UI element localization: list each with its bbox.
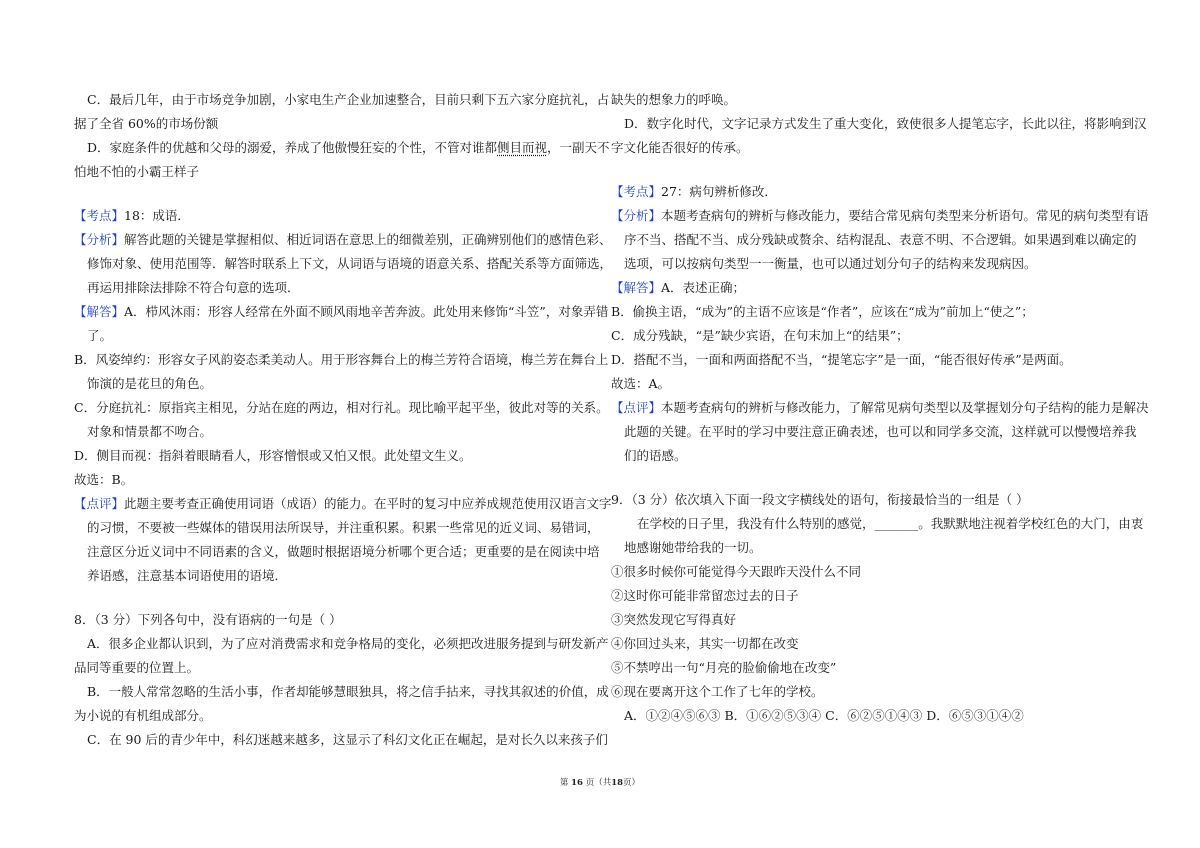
fenxi-tag: 【分析】: [611, 208, 662, 223]
footer-suffix: 页）: [623, 778, 641, 788]
fenxi-line-2: 序不当、搭配不当、成分残缺或赘余、结构混乱、表意不明、不合逻辑。如果遇到难以确定的: [624, 232, 1137, 247]
left-column: [74, 88, 613, 752]
footer-prefix: 第: [559, 778, 569, 788]
dianping-line-1: [74, 492, 612, 516]
q8-option-d-line-2: 字文化能否很好的传承。: [611, 140, 749, 155]
answer-line: 故选：A。: [611, 376, 671, 391]
footer-page-number: 16: [571, 778, 583, 788]
dianping-tag: 【点评】: [74, 496, 125, 511]
q7-option-d-pre: D．家庭条件的优越和父母的溺爱，养成了他傲慢狂妄的个性，不管对谁都: [87, 140, 498, 155]
q9-passage-line-1: 在学校的日子里，我没有什么特别的感觉，_______。我默默地注视着学校红色的大门，由衷: [637, 516, 1144, 531]
q9-item-3: ③突然发现它写得真好: [611, 612, 737, 627]
kaodian-line: [74, 204, 592, 228]
dianping-line-3: 们的语感。: [624, 448, 687, 463]
kaodian-tag: 【考点】: [611, 184, 662, 199]
dianping-line-2: 此题的关键。在平时的学习中要注意正确表述，也可以和同学多交流，这样就可以慢慢培养我: [624, 424, 1137, 439]
explain-c-line-2: 对象和情景都不吻合。: [87, 424, 213, 439]
right-column: [611, 88, 1149, 728]
fenxi-line-3: 再运用排除法排除不符合句意的选项．: [87, 280, 300, 295]
answer-line: 故选：B。: [74, 472, 134, 487]
dianping-line-4: 养语感，注意基本词语使用的语境．: [87, 568, 288, 583]
jieda-line: [611, 276, 1131, 300]
footer-middle: 页（共: [585, 778, 612, 788]
explain-c-line-1: C．分庭抗礼：原指宾主相见，分站在庭的两边，相对行礼。现比喻平起平坐，彼此对等的关系。: [74, 400, 609, 415]
q8-option-d-line-1: D．数字化时代，文字记录方式发生了重大变化，致使很多人提笔忘字，长此以往，将影响到汉: [624, 116, 1147, 131]
kaodian-text: 27：病句辨析修改．: [661, 184, 777, 199]
jieda-line-2: 了。: [87, 328, 113, 343]
explain-b-line-2: 饰演的是花旦的角色。: [87, 376, 213, 391]
q7-option-d-line-1: [74, 136, 610, 160]
q9-passage-line-2: 地感谢她带给我的一切。: [624, 540, 762, 555]
fenxi-text-1: 本题考查病句的辨析与修改能力，要结合常见病句类型来分析语句。常见的病句类型有语: [661, 208, 1149, 223]
q9-options: A．①②④⑤⑥③ B．①⑥②⑤③④ C．⑥②⑤①④③ D．⑥⑤③①④②: [624, 708, 1024, 723]
dianping-line-2: 的习惯，不要被一些媒体的错误用法所误导，并注重积累。积累一些常见的近义词、易错词，: [87, 520, 600, 535]
fenxi-tag: 【分析】: [74, 232, 125, 247]
q7-option-d-emphasis: 侧目而视: [497, 140, 548, 155]
fenxi-line-1: [74, 228, 612, 252]
q8-option-c-line-1: C．在 90 后的青少年中，科幻迷越来越多，这显示了科幻文化正在崛起，是对长久以来孩子们: [87, 732, 608, 747]
fenxi-line-3: 选项，可以按病句类型一一衡量，也可以通过划分句子的结构来发现病因。: [624, 256, 1037, 271]
q9-item-5: ⑤不禁哼出一句“月亮的脸偷偷地在改变”: [611, 660, 837, 675]
footer-total-pages: 18: [611, 778, 624, 788]
q7-option-d-line-2: 怕地不怕的小霸王样子: [74, 164, 200, 179]
q8-option-b-line-2: 为小说的有机组成部分。: [74, 708, 212, 723]
q7-option-c-line-2: 据了全省 60%的市场份额: [74, 116, 219, 131]
dianping-text-1: 此题主要考查正确使用词语（成语）的能力。在平时的复习中应养成规范使用汉语言文字: [124, 496, 612, 511]
dianping-tag: 【点评】: [611, 400, 662, 415]
q8-option-a-line-2: 品同等重要的位置上。: [74, 660, 200, 675]
fenxi-line-1: [611, 204, 1149, 228]
q9-item-2: ②这时你可能非常留恋过去的日子: [611, 588, 799, 603]
jieda-tag: 【解答】: [74, 304, 125, 319]
q7-option-d-post: ，一副天不: [547, 140, 610, 155]
q9-item-1: ①很多时候你可能觉得今天跟昨天没什么不同: [611, 564, 862, 579]
jieda-text: A．表述正确；: [661, 280, 746, 295]
q8-option-a-line-1: A．很多企业都认识到，为了应对消费需求和竞争格局的变化，必须把改进服务提到与研发新产: [87, 636, 609, 651]
fenxi-text-1: 解答此题的关键是掌握相似、相近词语在意思上的细微差别，正确辨别他们的感情色彩、: [124, 232, 612, 247]
q9-item-6: ⑥现在要离开这个工作了七年的学校。: [611, 684, 824, 699]
jieda-text-1: A．栉风沐雨：形容人经常在外面不顾风雨地辛苦奔波。此处用来修饰“斗笠”，对象弄错: [124, 304, 609, 319]
kaodian-text: 18：成语．: [124, 208, 190, 223]
kaodian-line: [611, 180, 1131, 204]
q8-option-c-line-2: 缺失的想象力的呼唤。: [611, 92, 737, 107]
explain-c-line: C．成分残缺，“是”缺少宾语，在句末加上“的结果”；: [611, 328, 909, 343]
q9-stem: 9．（3 分）依次填入下面一段文字横线处的语句，衔接最恰当的一组是（ ）: [611, 492, 1029, 507]
explain-d-line: D．侧目而视：指斜着眼睛看人，形容憎恨或又怕又恨。此处望文生义。: [74, 448, 472, 463]
jieda-line-1: [74, 300, 609, 324]
dianping-text-1: 本题考查病句的辨析与修改能力，了解常见病句类型以及掌握划分句子结构的能力是解决: [661, 400, 1149, 415]
q7-option-c-line-1: C．最后几年，由于市场竞争加剧，小家电生产企业加速整合，目前只剩下五六家分庭抗礼，占: [87, 92, 610, 107]
kaodian-tag: 【考点】: [74, 208, 125, 223]
explain-d-line: D．搭配不当，一面和两面搭配不当，“提笔忘字”是一面，“能否很好传承”是两面。: [611, 352, 1072, 367]
page-footer: [0, 776, 1200, 788]
dianping-line-1: [611, 396, 1149, 420]
explain-b-line-1: B．风姿绰约：形容女子风韵姿态柔美动人。用于形容舞台上的梅兰芳符合语境，梅兰芳在舞台上: [74, 352, 609, 367]
explain-b-line: B．偷换主语，“成为”的主语不应该是“作者”，应该在“成为”前加上“使之”；: [611, 304, 1034, 319]
q8-option-b-line-1: B．一般人常常忽略的生活小事，作者却能够慧眼独具，将之信手拈来，寻找其叙述的价值，成: [87, 684, 609, 699]
q8-stem: 8．（3 分）下列各句中，没有语病的一句是（ ）: [74, 612, 342, 627]
fenxi-line-2: 修饰对象、使用范围等．解答时联系上下文，从词语与语境的语意关系、搭配关系等方面筛选，: [87, 256, 613, 271]
dianping-line-3: 注意区分近义词中不同语素的含义，做题时根据语境分析哪个更合适；更重要的是在阅读中培: [87, 544, 600, 559]
jieda-tag: 【解答】: [611, 280, 662, 295]
q9-item-4: ④你回过头来，其实一切都在改变: [611, 636, 799, 651]
